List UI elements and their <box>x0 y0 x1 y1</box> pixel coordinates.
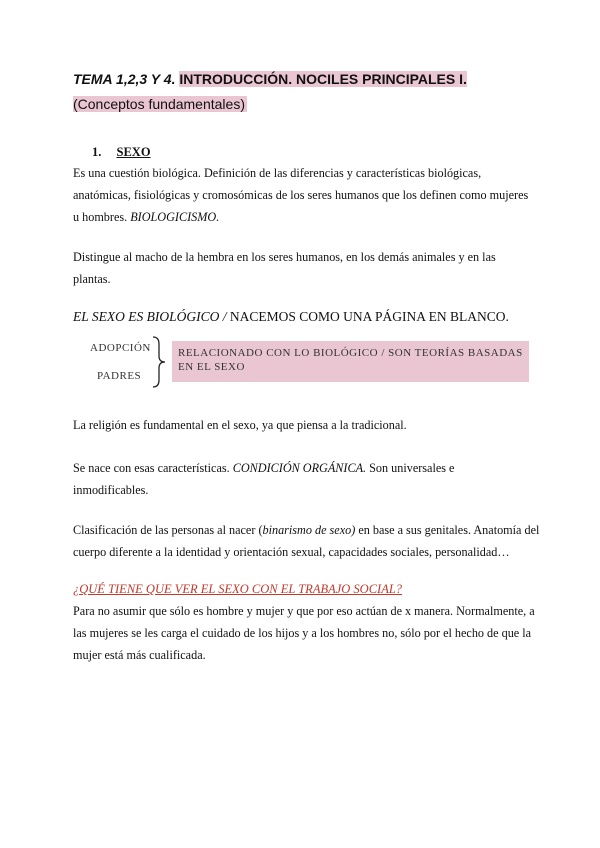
paragraph-religion: La religión es fundamental en el sexo, ya que piensa a la tradicional. <box>73 418 407 432</box>
paragraph-condition <box>73 457 493 501</box>
paragraph-definition-text: Es una cuestión biológica. Definición de las diferencias y características biológicas, anatómicas, fisiológicas y cromosómicas de los seres humanos que los definen como mujeres u hombres. <box>73 166 529 224</box>
section-heading <box>92 145 151 160</box>
document-title <box>73 71 467 87</box>
condition-italic: CONDICIÓN ORGÁNICA. <box>232 461 367 475</box>
question-heading: ¿QUÉ TIENE QUE VER EL SEXO CON EL TRABAJO SOCIAL? <box>73 582 403 596</box>
paragraph-distinction: Distingue al macho de la hembra en los seres humanos, en los demás animales y en las plantas. <box>73 250 496 286</box>
diagram-label-adopcion: ADOPCIÓN <box>90 342 151 354</box>
classification-start: Clasificación de las personas al nacer ( <box>73 523 263 537</box>
paragraph-definition <box>73 162 533 228</box>
statement-italic: EL SEXO ES BIOLÓGICO / <box>73 309 227 324</box>
title-highlight: INTRODUCCIÓN. NOCILES PRINCIPALES I. <box>179 71 467 87</box>
classification-italic: binarismo de sexo) <box>262 523 356 537</box>
diagram-note-box: RELACIONADO CON LO BIOLÓGICO / SON TEORÍAS BASADAS EN EL SEXO <box>172 341 529 382</box>
title-prefix: TEMA 1,2,3 Y 4. <box>73 71 176 87</box>
paragraph-definition-italic: BIOLOGICISMO. <box>130 210 220 224</box>
section-label: SEXO <box>116 145 151 159</box>
paragraph-classification <box>73 519 543 563</box>
classification-end: en base a sus genitales. Anatomía del cuerpo diferente a la identidad y orientación sexual, capacidades sociales, personalidad… <box>73 523 540 559</box>
document-subtitle: (Conceptos fundamentales) <box>73 96 245 112</box>
section-number: 1. <box>92 145 102 159</box>
paragraph-social-work: Para no asumir que sólo es hombre y mujer y que por eso actúan de x manera. Normalmente, a las mujeres se les carga el cuidado de los hijos y a los hombres no, sólo por el hecho de que la mujer está más cualificada. <box>73 604 535 662</box>
condition-end: Son universales e inmodificables. <box>73 461 455 497</box>
curly-brace-icon <box>150 336 168 388</box>
condition-start: Se nace con esas características. <box>73 461 233 475</box>
diagram-label-padres: PADRES <box>97 370 142 382</box>
paragraph-statement <box>73 309 509 325</box>
statement-rest: NACEMOS COMO UNA PÁGINA EN BLANCO. <box>226 309 509 324</box>
